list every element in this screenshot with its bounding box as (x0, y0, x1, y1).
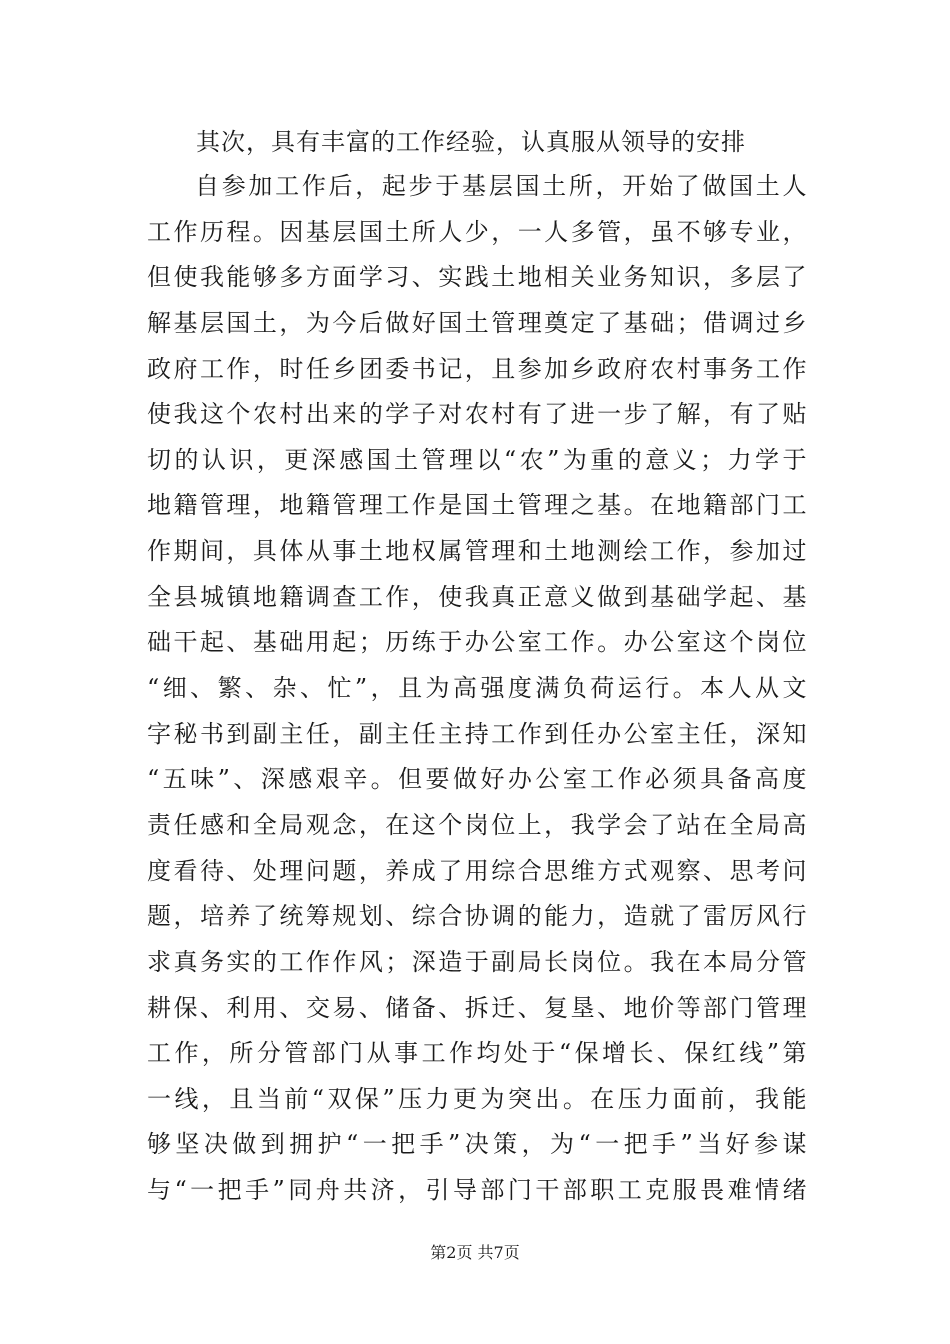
text-line: 求真务实的工作作风；深造于副局长岗位。我在本局分管 (147, 947, 807, 976)
text-line: “细、繁、杂、忙”，且为高强度满负荷运行。本人从文 (147, 674, 807, 703)
text-line: 切的认识，更深感国土管理以“农”为重的意义；力学于 (147, 445, 807, 474)
text-line: 解基层国土，为今后做好国土管理奠定了基础；借调过乡 (147, 308, 807, 337)
text-line: 工作历程。因基层国土所人少，一人多管，虽不够专业， (147, 217, 807, 246)
text-line: 与“一把手”同舟共济，引导部门干部职工克服畏难情绪 (147, 1176, 807, 1205)
paragraph-heading: 其次，具有丰富的工作经验，认真服从领导的安排 (196, 128, 746, 156)
text-line: 责任感和全局观念，在这个岗位上，我学会了站在全局高 (147, 810, 807, 839)
text-line: 全县城镇地籍调查工作，使我真正意义做到基础学起、基 (147, 582, 807, 611)
text-line: 题，培养了统筹规划、综合协调的能力，造就了雷厉风行 (147, 902, 807, 931)
text-line: 础干起、基础用起；历练于办公室工作。办公室这个岗位 (147, 628, 807, 657)
page-number-footer: 第2页 共7页 (430, 1243, 520, 1262)
text-line: 工作，所分管部门从事工作均处于“保增长、保红线”第 (147, 1039, 807, 1068)
text-line: 但使我能够多方面学习、实践土地相关业务知识，多层了 (147, 263, 807, 292)
text-line: 一线，且当前“双保”压力更为突出。在压力面前，我能 (147, 1084, 807, 1113)
text-line: 字秘书到副主任，副主任主持工作到任办公室主任，深知 (147, 719, 807, 748)
text-line: “五味”、深感艰辛。但要做好办公室工作必须具备高度 (147, 765, 807, 794)
body-text (147, 168, 807, 1218)
text-line: 政府工作，时任乡团委书记，且参加乡政府农村事务工作 (147, 354, 807, 383)
text-line: 作期间，具体从事土地权属管理和土地测绘工作，参加过 (147, 537, 807, 566)
text-line: 够坚决做到拥护“一把手”决策，为“一把手”当好参谋 (147, 1130, 807, 1159)
text-line: 地籍管理，地籍管理工作是国土管理之基。在地籍部门工 (147, 491, 807, 520)
text-line: 使我这个农村出来的学子对农村有了进一步了解，有了贴 (147, 400, 807, 429)
text-line: 耕保、利用、交易、储备、拆迁、复垦、地价等部门管理 (147, 993, 807, 1022)
text-line: 度看待、处理问题，养成了用综合思维方式观察、思考问 (147, 856, 807, 885)
text-line: 自参加工作后，起步于基层国土所，开始了做国土人 (195, 172, 807, 200)
